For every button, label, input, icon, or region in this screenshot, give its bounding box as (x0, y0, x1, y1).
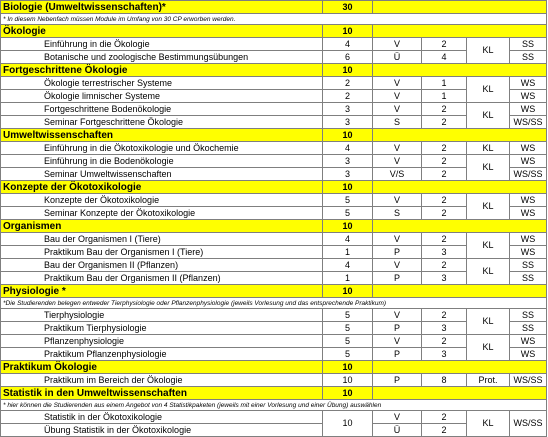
section-title: Organismen (1, 220, 323, 233)
module-credit-points: 5 (323, 194, 373, 207)
module-credit-points: 1 (323, 246, 373, 259)
section-note: *Die Studierenden belegen entweder Tierphysiologie oder Pflanzenphysiologie (jeweils Vorlesung und das entsprechende Praktikum) (1, 298, 547, 309)
module-row (1, 168, 547, 181)
module-course-form: S (373, 116, 422, 129)
section-credit-points: 30 (323, 1, 373, 14)
module-credit-points: 2 (323, 77, 373, 90)
module-semester: WS/SS (510, 116, 547, 129)
module-credit-points: 4 (323, 233, 373, 246)
module-exam-type: KL (467, 38, 510, 64)
module-course-form: V (373, 233, 422, 246)
module-sws: 3 (422, 348, 467, 361)
module-name: Einführung in die Ökologie (1, 38, 323, 51)
module-name: Praktikum Bau der Organismen I (Tiere) (1, 246, 323, 259)
module-exam-type: KL (467, 155, 510, 181)
section-header (1, 25, 547, 38)
module-name: Tierphysiologie (1, 309, 323, 322)
module-semester: WS (510, 207, 547, 220)
module-semester: WS (510, 155, 547, 168)
module-semester: SS (510, 259, 547, 272)
module-course-form: P (373, 374, 422, 387)
module-course-form: V (373, 90, 422, 103)
module-name: Seminar Konzepte der Ökotoxikologie (1, 207, 323, 220)
module-row (1, 38, 547, 51)
module-name: Praktikum Pflanzenphysiologie (1, 348, 323, 361)
module-sws: 3 (422, 322, 467, 335)
module-sws: 1 (422, 90, 467, 103)
module-course-form: V (373, 335, 422, 348)
module-exam-type: KL (467, 77, 510, 103)
module-name: Pflanzenphysiologie (1, 335, 323, 348)
module-course-form: V/S (373, 168, 422, 181)
module-course-form: P (373, 322, 422, 335)
module-course-form: Ü (373, 424, 422, 437)
section-credit-points: 10 (323, 64, 373, 77)
module-course-form: V (373, 38, 422, 51)
module-course-form: V (373, 309, 422, 322)
section-credit-points: 10 (323, 387, 373, 400)
module-row (1, 116, 547, 129)
module-semester: WS (510, 194, 547, 207)
module-credit-points: 1 (323, 272, 373, 285)
module-sws: 2 (422, 155, 467, 168)
module-exam-type: KL (467, 309, 510, 335)
module-sws: 2 (422, 38, 467, 51)
module-name: Einführung in die Bodenökologie (1, 155, 323, 168)
section-note-row (1, 298, 547, 309)
module-course-form: P (373, 272, 422, 285)
module-row (1, 51, 547, 64)
module-sws: 4 (422, 51, 467, 64)
module-row (1, 374, 547, 387)
module-sws: 2 (422, 168, 467, 181)
module-sws: 2 (422, 194, 467, 207)
module-sws: 2 (422, 116, 467, 129)
module-exam-type: KL (467, 194, 510, 220)
module-row (1, 246, 547, 259)
module-row (1, 194, 547, 207)
module-course-form: Ü (373, 51, 422, 64)
module-sws: 3 (422, 272, 467, 285)
module-semester: WS/SS (510, 168, 547, 181)
module-semester: WS (510, 348, 547, 361)
section-header-blank (373, 1, 547, 14)
module-name: Ökologie terrestrischer Systeme (1, 77, 323, 90)
module-course-form: V (373, 259, 422, 272)
section-credit-points: 10 (323, 361, 373, 374)
module-exam-type: Prot. (467, 374, 510, 387)
module-credit-points: 2 (323, 90, 373, 103)
module-credit-points: 6 (323, 51, 373, 64)
section-header (1, 181, 547, 194)
module-credit-points: 5 (323, 335, 373, 348)
module-name: Botanische und zoologische Bestimmungsübungen (1, 51, 323, 64)
module-credit-points: 3 (323, 155, 373, 168)
module-credit-points: 3 (323, 116, 373, 129)
module-sws: 2 (422, 207, 467, 220)
module-sws: 8 (422, 374, 467, 387)
module-sws: 2 (422, 103, 467, 116)
section-header-blank (373, 25, 547, 38)
section-title: Umweltwissenschaften (1, 129, 323, 142)
module-course-form: V (373, 155, 422, 168)
module-credit-points: 5 (323, 207, 373, 220)
section-header-blank (373, 285, 547, 298)
module-name: Ökologie limnischer Systeme (1, 90, 323, 103)
section-title: Fortgeschrittene Ökologie (1, 64, 323, 77)
module-credit-points: 5 (323, 322, 373, 335)
section-header (1, 1, 547, 14)
module-credit-points: 5 (323, 348, 373, 361)
module-table-body (1, 1, 547, 437)
section-credit-points: 10 (323, 25, 373, 38)
section-header-blank (373, 361, 547, 374)
section-title: Statistik in den Umweltwissenschaften (1, 387, 323, 400)
section-header-blank (373, 181, 547, 194)
section-note: * hier können die Studierenden aus einem Angebot von 4 Statistikpaketen (jeweils mit einer Vorlesung und einer Übung) auswählen (1, 400, 547, 411)
section-title: Ökologie (1, 25, 323, 38)
module-exam-type: KL (467, 103, 510, 129)
module-name: Praktikum Tierphysiologie (1, 322, 323, 335)
module-semester: WS (510, 142, 547, 155)
section-credit-points: 10 (323, 129, 373, 142)
module-course-form: V (373, 142, 422, 155)
module-row (1, 348, 547, 361)
module-semester: SS (510, 51, 547, 64)
module-semester: SS (510, 38, 547, 51)
module-name: Bau der Organismen II (Pflanzen) (1, 259, 323, 272)
module-row (1, 233, 547, 246)
module-course-form: V (373, 411, 422, 424)
section-title: Physiologie * (1, 285, 323, 298)
module-semester: SS (510, 272, 547, 285)
module-name: Fortgeschrittene Bodenökologie (1, 103, 323, 116)
module-course-form: V (373, 194, 422, 207)
module-sws: 2 (422, 142, 467, 155)
section-header (1, 64, 547, 77)
module-row (1, 272, 547, 285)
section-header (1, 220, 547, 233)
module-row (1, 155, 547, 168)
section-credit-points: 10 (323, 181, 373, 194)
section-note-row (1, 400, 547, 411)
module-name: Praktikum im Bereich der Ökologie (1, 374, 323, 387)
module-credit-points: 4 (323, 142, 373, 155)
section-header (1, 285, 547, 298)
section-header (1, 387, 547, 400)
module-name: Statistik in der Ökotoxikologie (1, 411, 323, 424)
module-semester: WS (510, 90, 547, 103)
module-name: Seminar Umweltwissenschaften (1, 168, 323, 181)
module-semester: WS (510, 103, 547, 116)
module-exam-type: KL (467, 259, 510, 285)
module-name: Seminar Fortgeschrittene Ökologie (1, 116, 323, 129)
section-credit-points: 10 (323, 220, 373, 233)
section-header (1, 361, 547, 374)
section-header-blank (373, 387, 547, 400)
section-header-blank (373, 129, 547, 142)
module-row (1, 103, 547, 116)
module-row (1, 335, 547, 348)
module-exam-type: KL (467, 411, 510, 437)
module-semester: SS (510, 322, 547, 335)
module-row (1, 322, 547, 335)
section-credit-points: 10 (323, 285, 373, 298)
module-name: Bau der Organismen I (Tiere) (1, 233, 323, 246)
module-sws: 2 (422, 335, 467, 348)
module-course-form: P (373, 246, 422, 259)
module-sws: 2 (422, 424, 467, 437)
module-course-form: V (373, 103, 422, 116)
module-sws: 1 (422, 77, 467, 90)
module-semester: WS (510, 77, 547, 90)
section-header-blank (373, 220, 547, 233)
module-row (1, 90, 547, 103)
module-course-form: P (373, 348, 422, 361)
module-semester: WS/SS (510, 411, 547, 437)
section-note: * In diesem Nebenfach müssen Module im Umfang von 30 CP erworben werden. (1, 14, 547, 25)
module-exam-type: KL (467, 335, 510, 361)
module-credit-points: 10 (323, 411, 373, 437)
section-title: Biologie (Umweltwissenschaften)* (1, 1, 323, 14)
module-name: Konzepte der Ökotoxikologie (1, 194, 323, 207)
module-sws: 2 (422, 411, 467, 424)
module-sws: 2 (422, 233, 467, 246)
module-semester: WS/SS (510, 374, 547, 387)
module-course-form: V (373, 77, 422, 90)
module-credit-points: 4 (323, 38, 373, 51)
module-row (1, 259, 547, 272)
module-sws: 3 (422, 246, 467, 259)
module-credit-points: 10 (323, 374, 373, 387)
module-row (1, 309, 547, 322)
module-row (1, 77, 547, 90)
section-title: Konzepte der Ökotoxikologie (1, 181, 323, 194)
module-row (1, 207, 547, 220)
module-row (1, 424, 547, 437)
module-course-form: S (373, 207, 422, 220)
module-exam-type: KL (467, 142, 510, 155)
section-header-blank (373, 64, 547, 77)
module-credit-points: 5 (323, 309, 373, 322)
module-name: Praktikum Bau der Organismen II (Pflanzen) (1, 272, 323, 285)
module-semester: SS (510, 309, 547, 322)
section-note-row (1, 14, 547, 25)
section-title: Praktikum Ökologie (1, 361, 323, 374)
module-semester: WS (510, 335, 547, 348)
section-header (1, 129, 547, 142)
module-semester: WS (510, 233, 547, 246)
module-row (1, 411, 547, 424)
module-sws: 2 (422, 259, 467, 272)
module-exam-type: KL (467, 233, 510, 259)
module-name: Übung Statistik in der Ökotoxikologie (1, 424, 323, 437)
module-row (1, 142, 547, 155)
module-name: Einführung in die Ökotoxikologie und Ökochemie (1, 142, 323, 155)
module-sws: 2 (422, 309, 467, 322)
module-credit-points: 3 (323, 168, 373, 181)
module-credit-points: 4 (323, 259, 373, 272)
module-credit-points: 3 (323, 103, 373, 116)
module-semester: WS (510, 246, 547, 259)
